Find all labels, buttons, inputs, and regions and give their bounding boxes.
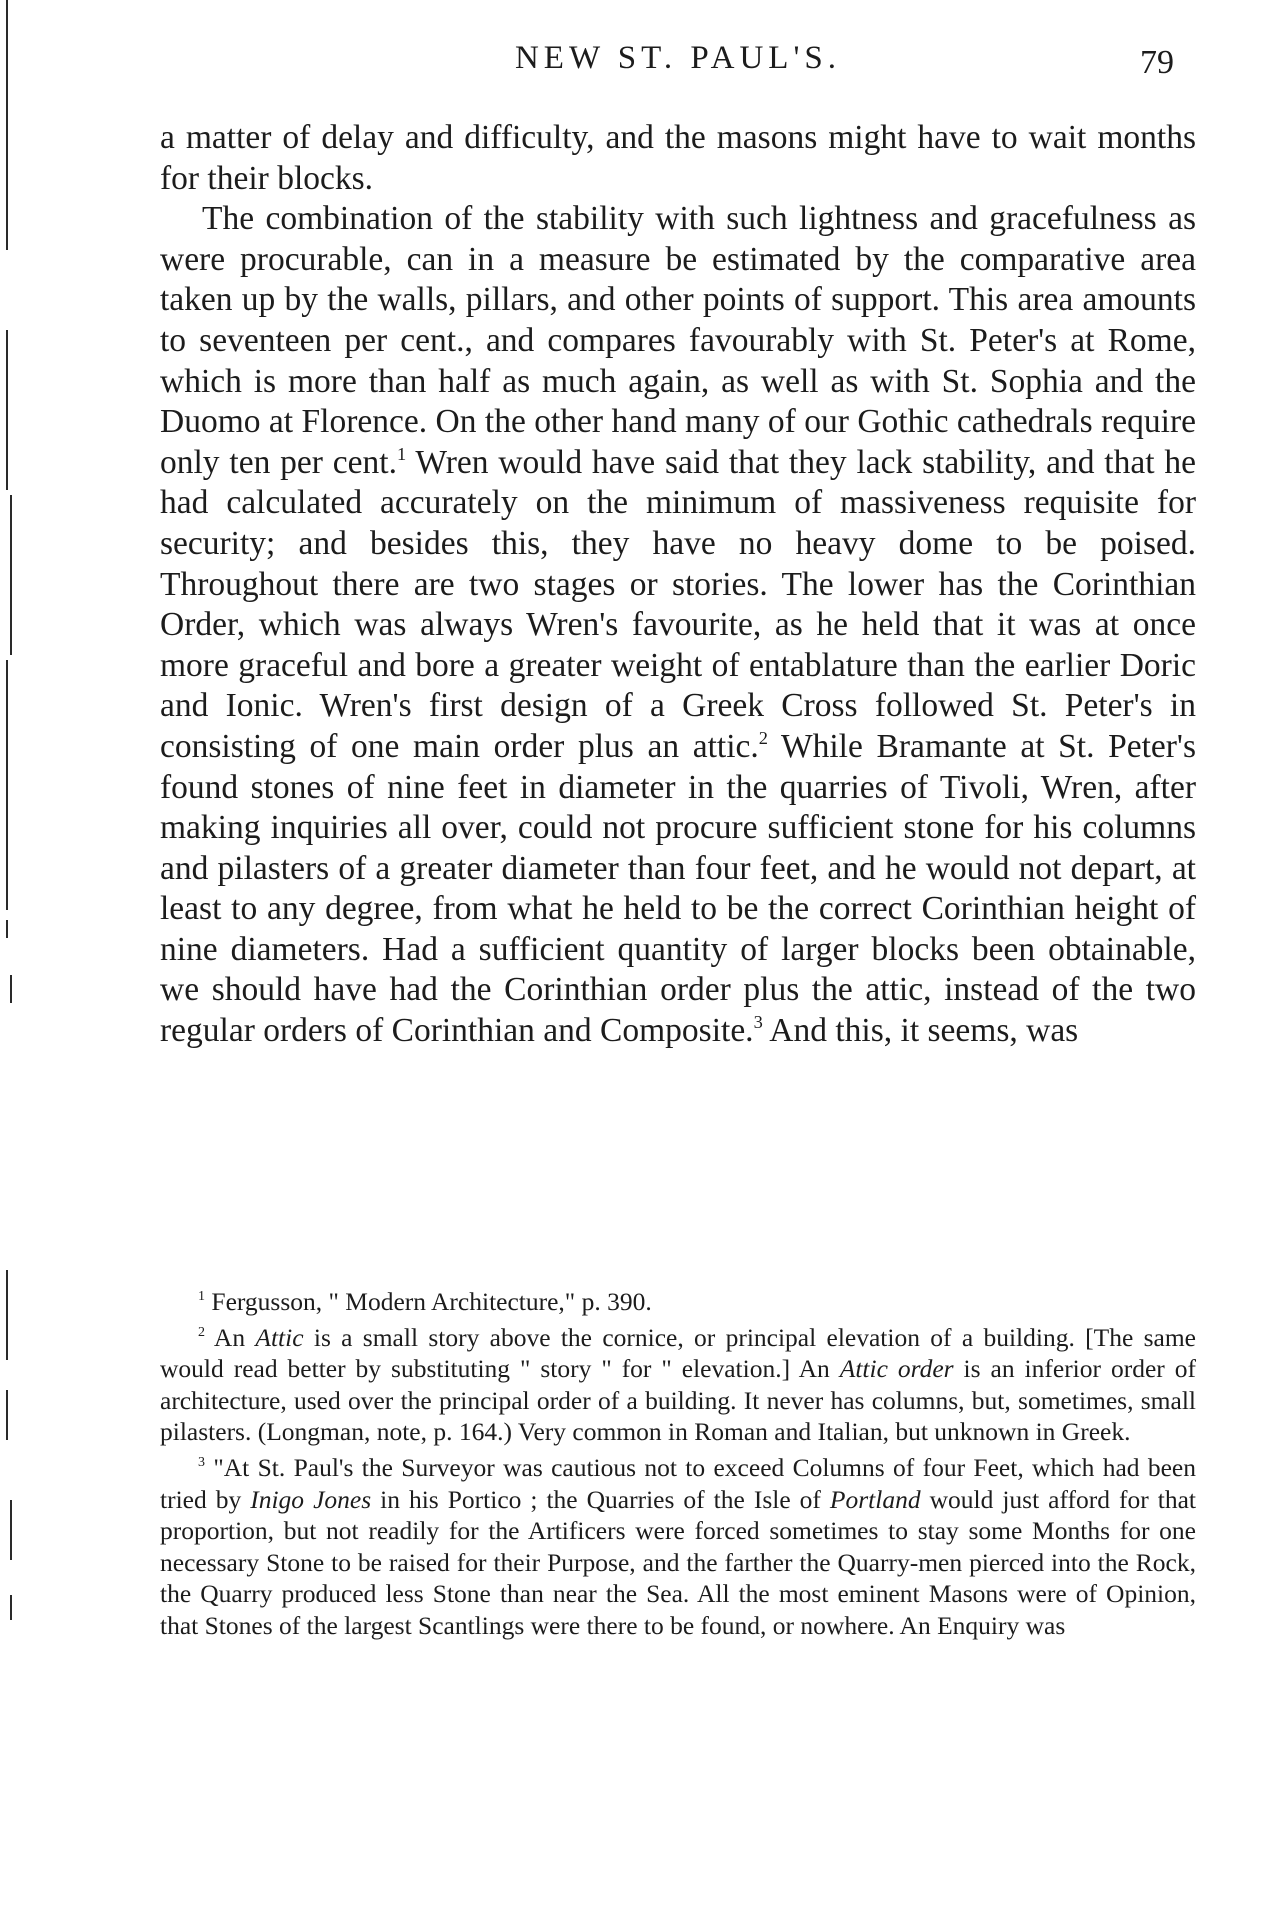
paragraph [160, 199, 1196, 1051]
page-number: 79 [1140, 44, 1174, 81]
footnote-reference[interactable]: 3 [753, 1012, 763, 1033]
running-head [160, 38, 1196, 88]
margin-rule [6, 1270, 8, 1360]
footnote-2 [160, 1322, 1196, 1448]
footnote-3 [160, 1452, 1196, 1642]
footnote-reference[interactable]: 1 [396, 443, 407, 464]
footnote-text: Fergusson, " Modern Architecture," p. 390. [205, 1287, 652, 1316]
text-run: While Bramante at St. Peter's found stones of nine feet in diameter in the quarries of Tivoli, Wren, after making inquiries all over, could not procure sufficient stone for his columns and pilasters of a greater diameter than four feet, and he would not depart, at least to any degree, from what he held to be the correct Corinthian height of nine diameters. Had a sufficient quantity of larger blocks been obtainable, we should have had the Corinthian order plus the attic, instead of the two regular orders of Corinthian and Composite. [160, 727, 1196, 1050]
text-run: And this, it seems, was [762, 1012, 1079, 1050]
margin-rule [6, 0, 8, 250]
margin-rule [10, 975, 12, 1003]
footnote-marker: 2 [198, 1324, 206, 1340]
italic-term: Attic order [839, 1354, 954, 1384]
margin-rule [6, 330, 8, 490]
footnote-text: would just afford for that proportion, but not readily for the Artificers were forced sometimes to stay some Months for one necessary Stone to be raised for their Purpose, and the farther the Quarry-men pierced into the Rock, the Quarry produced less Stone than near the Sea. All the most eminent Masons were of Opinion, that Stones of the largest Scantlings were there to be found, or nowhere. An Enquiry was [160, 1484, 1196, 1640]
margin-rule [6, 920, 8, 938]
footnote-1 [160, 1286, 1196, 1318]
footnote-text: An [205, 1322, 256, 1352]
margin-rule [6, 1390, 8, 1440]
paragraph: a matter of delay and difficulty, and the masons might have to wait months for their blocks. [160, 119, 1196, 197]
footnote-reference[interactable]: 2 [758, 728, 768, 749]
margin-rule [10, 1500, 12, 1560]
italic-name: Inigo Jones [250, 1484, 372, 1514]
footnote-text: is a small story above the cornice, or principal elevation of a building. [The same would read better by substituting " story " for " elevation.] An [160, 1322, 1196, 1384]
text-run: Wren would have said that they lack stability, and that he had calculated accurately on the minimum of massiveness requisite for security; and besides this, they have no heavy dome to be poised. Throughout there are two stages or stories. The lower has the Corinthian Order, which was always Wren's favourite, as he held that it was at once more graceful and bore a greater weight of entablature than the earlier Doric and Ionic. Wren's first design of a Greek Cross followed St. Peter's in consisting of one main order plus an attic. [160, 443, 1196, 765]
margin-rule [10, 495, 12, 655]
footnote-text: "At St. Paul's the Surveyor was cautious not to exceed Columns of four Feet, which had been tried by [160, 1452, 1196, 1514]
margin-rule [6, 660, 8, 910]
running-title: NEW ST. PAUL'S. [514, 40, 842, 76]
footnotes [160, 1286, 1196, 1642]
footnote-marker: 1 [198, 1289, 206, 1305]
main-text [160, 118, 1196, 1052]
margin-rule [10, 1595, 12, 1620]
footnote-text: is an inferior order of architecture, used over the principal order of a building. It never has columns, but, sometimes, small pilasters. (Longman, note, p. 164.) Very common in Roman and Italian, but unknown in Greek. [160, 1354, 1196, 1447]
italic-name: Portland [829, 1484, 921, 1514]
text-run: The combination of the stability with such lightness and gracefulness as were procurable, can in a measure be estimated by the comparative area taken up by the walls, pillars, and other points of support. This area amounts to seventeen per cent., and compares favourably with St. Peter's at Rome, which is more than half as much again, as well as with St. Sophia and the Duomo at Florence. On the other hand many of our Gothic cathedrals require only ten per cent. [160, 200, 1196, 481]
footnote-text: in his Portico ; the Quarries of the Isle of [371, 1484, 830, 1514]
italic-term: Attic [255, 1322, 304, 1352]
footnote-marker: 3 [198, 1455, 206, 1471]
